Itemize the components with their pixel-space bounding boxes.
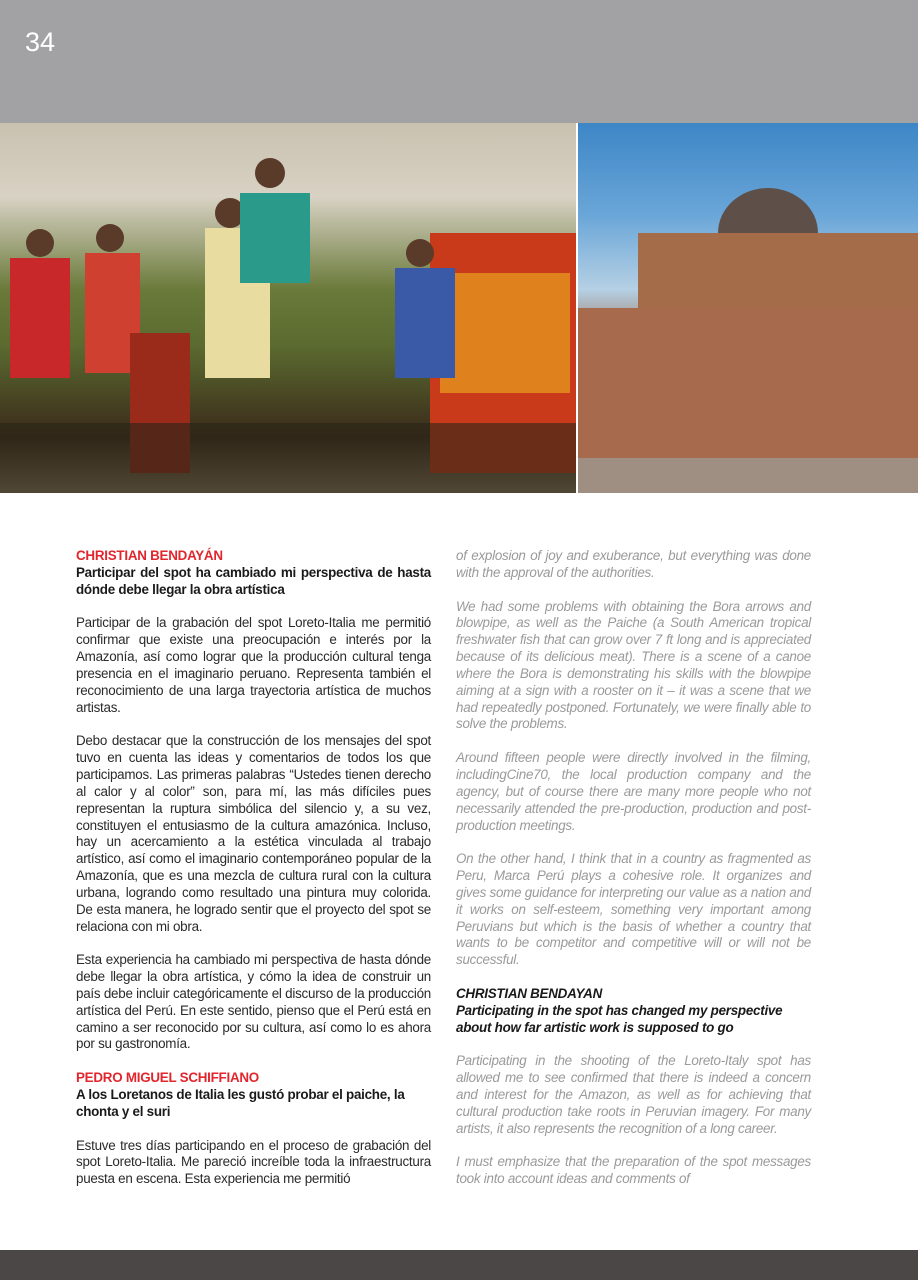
spanish-column [76,548,431,1205]
paragraph: Around fifteen people were directly involved in the filming, includingCine70, the local production company and the agency, but of course there are many more people who not necessarily attended the pre-production, production and post-production meetings. [456,750,811,833]
section-christian-bendayan-en [456,986,811,1188]
page-header-band [0,0,918,123]
basilica-illustration [578,123,918,493]
band-photo-illustration [0,123,576,493]
section-subtitle: Participar del spot ha cambiado mi perspectiva de hasta dónde debe llegar la obra artística [76,564,431,597]
section-subtitle: Participating in the spot has changed my perspective about how far artistic work is supposed to go [456,1002,783,1035]
author-name: CHRISTIAN BENDAYAN [456,985,603,1001]
author-name: PEDRO MIGUEL SCHIFFIANO [76,1070,259,1086]
paragraph: Participar de la grabación del spot Loreto-Italia me permitió confirmar que existe una preocupación e interés por la Amazonía, así como lograr que la producción cultural tenga presencia en el imaginario peruano. Representa también el reconocimiento de una larga trayectoria artística de muchos artistas. [76,615,431,715]
basilica-photo [578,123,918,493]
page-number: 34 [25,27,56,57]
paragraph: We had some problems with obtaining the Bora arrows and blowpipe, as well as the Paiche (a South American tropical freshwater fish that can grow over 7 ft long and is appreciated because of its delicious meat). There is a scene of a canoe where the Bora is demonstrating his skills with the blowpipe aiming at a sign with a rooster on it – it was a scene that we had repeatedly postponed. Fortunately, we were finally able to solve the problems. [456,598,811,732]
paragraph: Esta experiencia ha cambiado mi perspectiva de hasta dónde debe llegar la obra artística, y cómo la idea de construir un país debe incluir categóricamente el discurso de la producción artística del Perú. En este sentido, pienso que el Perú está en camino a ser reconocido por su cultura, así como lo es ahora por su gastronomía. [76,952,431,1052]
author-name: CHRISTIAN BENDAYÁN [76,548,223,563]
paragraph: Debo destacar que la construcción de los mensajes del spot tuvo en cuenta las ideas y comentarios de todos los que participamos. Las primeras palabras “Ustedes tienen derecho al calor y al color” son, para mí, las más difíciles pues representan la ruptura simbólica del silencio y, a su vez, constituyen el entusiasmo de la cultura amazónica. Incluso, hay un acercamiento a la estética vinculada al trabajo artístico, así como el imaginario contemporáneo popular de la Amazonía, que es una mezcla de cultura rural con la cultura urbana, logrando como resultado una pintura muy colorida. De esta manera, he logrado sentir que el proyecto del spot se relaciona con mi obra. [76,733,431,934]
band-performance-photo [0,123,576,493]
section-subtitle: A los Loretanos de Italia les gustó probar el paiche, la chonta y el suri [76,1087,405,1119]
paragraph: On the other hand, I think that in a country as fragmented as Peru, Marca Perú plays a cohesive role. It organizes and gives some guidance for interpreting our value as a nation and it works on self-esteem, something very important among Peruvians but which is the basis of whether a country that wants to be competitor and competitive will or will not be successful. [456,851,811,968]
section-christian-bendayan-es [76,548,431,1053]
paragraph: of explosion of joy and exuberance, but everything was done with the approval of the authorities. [456,548,811,580]
paragraph: I must emphasize that the preparation of the spot messages took into account ideas and comments of [456,1154,811,1187]
paragraph: Estuve tres días participando en el proceso de grabación del spot Loreto-Italia. Me pareció increíble toda la infraestructura puesta en escena. Esta experiencia me permitió [76,1137,431,1187]
paragraph: Participating in the shooting of the Loreto-Italy spot has allowed me to see confirmed that there is indeed a concern and interest for the Amazon, as well as for achieving that cultural production take roots in Peruvian imagery. For many artists, it also represents the recognition of a long career. [456,1053,811,1136]
english-column [456,548,811,1205]
page-footer-band [0,1250,918,1280]
section-pedro-miguel-schiffiano [76,1070,431,1188]
